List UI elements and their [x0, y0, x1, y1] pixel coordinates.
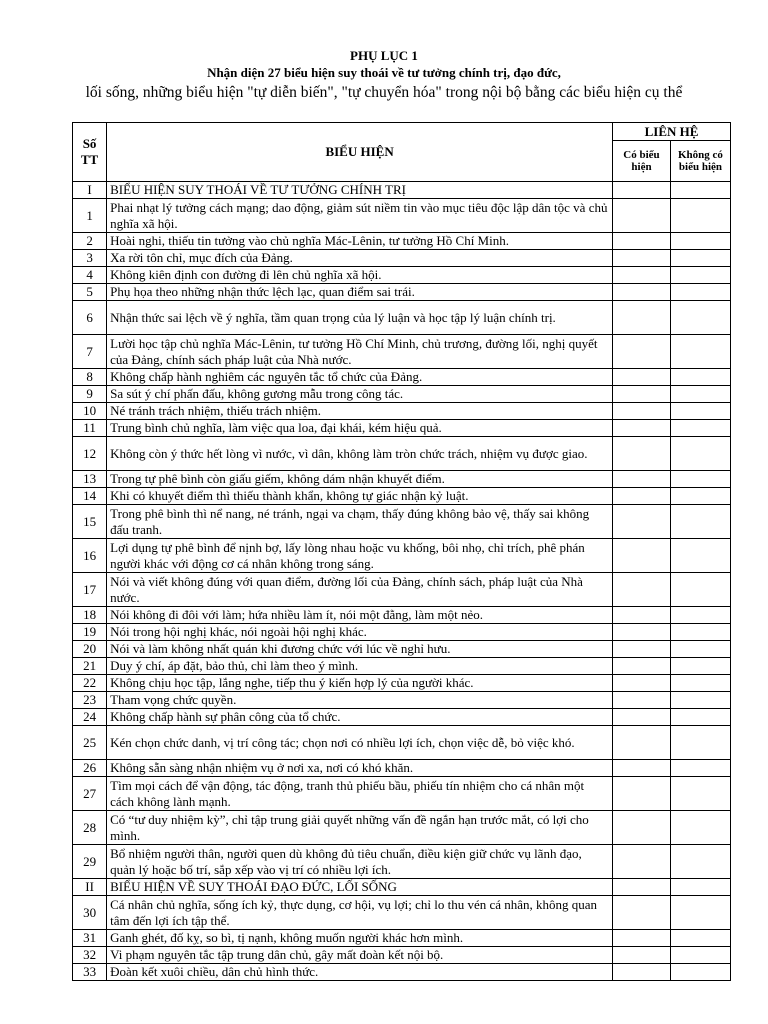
has-manifestation-cell[interactable]: [613, 607, 671, 624]
has-manifestation-cell[interactable]: [613, 335, 671, 369]
table-row: [73, 964, 731, 981]
no-manifestation-cell[interactable]: [670, 301, 730, 335]
has-manifestation-cell[interactable]: [613, 250, 671, 267]
table-row: [73, 250, 731, 267]
row-description: Lợi dụng tự phê bình để nịnh bợ, lấy lòng nhau hoặc vu khống, bôi nhọ, chỉ trích, phê phán người khác với động cơ cá nhân không trong sáng.: [107, 539, 613, 573]
row-description: Trong phê bình thì nể nang, né tránh, ngại va chạm, thấy đúng không bảo vệ, thấy sai không đấu tranh.: [107, 505, 613, 539]
row-number: II: [73, 879, 107, 896]
no-manifestation-cell[interactable]: [670, 488, 730, 505]
appendix-title: PHỤ LỤC 1: [350, 48, 418, 63]
table-row: [73, 199, 731, 233]
row-description: Trong tự phê bình còn giấu giếm, không dám nhận khuyết điểm.: [107, 471, 613, 488]
row-description: Trung bình chủ nghĩa, làm việc qua loa, đại khái, kém hiệu quả.: [107, 420, 613, 437]
has-manifestation-cell[interactable]: [613, 199, 671, 233]
table-row: [73, 658, 731, 675]
has-manifestation-cell[interactable]: [613, 930, 671, 947]
no-manifestation-cell[interactable]: [670, 386, 730, 403]
table-row: [73, 505, 731, 539]
row-description: Duy ý chí, áp đặt, bảo thủ, chỉ làm theo ý mình.: [107, 658, 613, 675]
row-number: 28: [73, 811, 107, 845]
row-description: Tìm mọi cách để vận động, tác động, tranh thủ phiếu bầu, phiếu tín nhiệm cho cá nhân một cách không lành mạnh.: [107, 777, 613, 811]
has-manifestation-cell[interactable]: [613, 641, 671, 658]
row-description: Bổ nhiệm người thân, người quen dù không đủ tiêu chuẩn, điều kiện giữ chức vụ lãnh đạo, quản lý hoặc bố trí, sắp xếp vào vị trí có nhiều lợi ích.: [107, 845, 613, 879]
has-manifestation-cell[interactable]: [613, 284, 671, 301]
header-description: BIỂU HIỆN: [107, 123, 613, 182]
row-description: Xa rời tôn chỉ, mục đích của Đảng.: [107, 250, 613, 267]
has-manifestation-cell[interactable]: [613, 947, 671, 964]
table-row: [73, 692, 731, 709]
table-row: [73, 386, 731, 403]
no-manifestation-cell[interactable]: [670, 250, 730, 267]
row-number: 9: [73, 386, 107, 403]
table-row: [73, 726, 731, 760]
table-row: [73, 675, 731, 692]
no-manifestation-cell[interactable]: [670, 692, 730, 709]
table-row: [73, 777, 731, 811]
table-row: [73, 369, 731, 386]
table-body: [73, 182, 731, 981]
table-row: [73, 471, 731, 488]
table-row: [73, 879, 731, 896]
has-manifestation-cell[interactable]: [613, 845, 671, 879]
table-row: [73, 641, 731, 658]
row-number: 22: [73, 675, 107, 692]
table-row: [73, 284, 731, 301]
row-description: Hoài nghi, thiếu tin tưởng vào chủ nghĩa Mác-Lênin, tư tưởng Hồ Chí Minh.: [107, 233, 613, 250]
table-row: [73, 233, 731, 250]
row-description: Sa sút ý chí phấn đấu, không gương mẫu trong công tác.: [107, 386, 613, 403]
row-number: 30: [73, 896, 107, 930]
no-manifestation-cell[interactable]: [670, 641, 730, 658]
no-manifestation-cell[interactable]: [670, 573, 730, 607]
has-manifestation-cell[interactable]: [613, 964, 671, 981]
table-row: [73, 403, 731, 420]
table-row: [73, 182, 731, 199]
row-number: 24: [73, 709, 107, 726]
no-manifestation-cell[interactable]: [670, 845, 730, 879]
row-description: Không sẵn sàng nhận nhiệm vụ ở nơi xa, nơi có khó khăn.: [107, 760, 613, 777]
row-number: I: [73, 182, 107, 199]
no-manifestation-cell[interactable]: [670, 505, 730, 539]
no-manifestation-cell[interactable]: [670, 335, 730, 369]
row-number: 2: [73, 233, 107, 250]
has-manifestation-cell[interactable]: [613, 573, 671, 607]
no-manifestation-cell[interactable]: [670, 267, 730, 284]
has-manifestation-cell[interactable]: [613, 403, 671, 420]
no-manifestation-cell[interactable]: [670, 199, 730, 233]
no-manifestation-cell[interactable]: [670, 607, 730, 624]
row-number: 31: [73, 930, 107, 947]
row-description: Khi có khuyết điểm thì thiếu thành khẩn, không tự giác nhận kỷ luật.: [107, 488, 613, 505]
no-manifestation-cell[interactable]: [670, 777, 730, 811]
row-number: 32: [73, 947, 107, 964]
row-number: 27: [73, 777, 107, 811]
row-description: Không còn ý thức hết lòng vì nước, vì dân, không làm tròn chức trách, nhiệm vụ được giao.: [107, 437, 613, 471]
row-description: Không chấp hành nghiêm các nguyên tắc tổ chức của Đảng.: [107, 369, 613, 386]
row-description: BIỂU HIỆN VỀ SUY THOÁI ĐẠO ĐỨC, LỐI SỐNG: [107, 879, 613, 896]
row-number: 6: [73, 301, 107, 335]
row-description: Có “tư duy nhiệm kỳ”, chỉ tập trung giải quyết những vấn đề ngắn hạn trước mắt, có lợi cho mình.: [107, 811, 613, 845]
table-row: [73, 301, 731, 335]
row-description: Tham vọng chức quyền.: [107, 692, 613, 709]
row-number: 1: [73, 199, 107, 233]
no-manifestation-cell[interactable]: [670, 539, 730, 573]
no-manifestation-cell[interactable]: [670, 760, 730, 777]
header-stt: Số TT: [73, 123, 107, 182]
header-has-manifestation: Có biểu hiện: [613, 141, 671, 182]
has-manifestation-cell[interactable]: [613, 709, 671, 726]
has-manifestation-cell[interactable]: [613, 896, 671, 930]
has-manifestation-cell[interactable]: [613, 760, 671, 777]
has-manifestation-cell[interactable]: [613, 471, 671, 488]
row-number: 29: [73, 845, 107, 879]
row-description: Nhận thức sai lệch về ý nghĩa, tầm quan trọng của lý luận và học tập lý luận chính trị.: [107, 301, 613, 335]
header-no-manifestation: Không có biểu hiện: [670, 141, 730, 182]
header-link: LIÊN HỆ: [613, 123, 731, 141]
table-row: [73, 811, 731, 845]
appendix-subtitle-2: lối sống, những biểu hiện "tự diễn biến", "tự chuyển hóa" trong nội bộ bằng các biểu hiện cụ thể: [85, 84, 683, 101]
row-number: 19: [73, 624, 107, 641]
row-description: Nói và viết không đúng với quan điểm, đường lối của Đảng, chính sách, pháp luật của Nhà nước.: [107, 573, 613, 607]
row-description: Cá nhân chủ nghĩa, sống ích kỷ, thực dụng, cơ hội, vụ lợi; chỉ lo thu vén cá nhân, không quan tâm đến lợi ích tập thể.: [107, 896, 613, 930]
no-manifestation-cell[interactable]: [670, 709, 730, 726]
has-manifestation-cell[interactable]: [613, 879, 671, 896]
no-manifestation-cell[interactable]: [670, 811, 730, 845]
row-number: 15: [73, 505, 107, 539]
no-manifestation-cell[interactable]: [670, 471, 730, 488]
no-manifestation-cell[interactable]: [670, 947, 730, 964]
table-row: [73, 437, 731, 471]
no-manifestation-cell[interactable]: [670, 930, 730, 947]
row-description: Nói và làm không nhất quán khi đương chức với lúc về nghỉ hưu.: [107, 641, 613, 658]
no-manifestation-cell[interactable]: [670, 369, 730, 386]
no-manifestation-cell[interactable]: [670, 964, 730, 981]
row-description: Nói trong hội nghị khác, nói ngoài hội nghị khác.: [107, 624, 613, 641]
row-number: 7: [73, 335, 107, 369]
has-manifestation-cell[interactable]: [613, 182, 671, 199]
row-number: 25: [73, 726, 107, 760]
table-row: [73, 760, 731, 777]
row-number: 17: [73, 573, 107, 607]
table-row: [73, 709, 731, 726]
appendix-subtitle: Nhận diện 27 biểu hiện suy thoái về tư tưởng chính trị, đạo đức,: [207, 65, 561, 80]
row-description: Phai nhạt lý tưởng cách mạng; dao động, giảm sút niềm tin vào mục tiêu độc lập dân tộc và chủ nghĩa xã hội.: [107, 199, 613, 233]
has-manifestation-cell[interactable]: [613, 301, 671, 335]
no-manifestation-cell[interactable]: [670, 624, 730, 641]
no-manifestation-cell[interactable]: [670, 403, 730, 420]
row-number: 8: [73, 369, 107, 386]
has-manifestation-cell[interactable]: [613, 624, 671, 641]
no-manifestation-cell[interactable]: [670, 437, 730, 471]
no-manifestation-cell[interactable]: [670, 726, 730, 760]
has-manifestation-cell[interactable]: [613, 386, 671, 403]
row-number: 11: [73, 420, 107, 437]
row-description: Lười học tập chủ nghĩa Mác-Lênin, tư tưởng Hồ Chí Minh, chủ trương, đường lối, nghị quyết của Đảng, chính sách pháp luật của Nhà nước.: [107, 335, 613, 369]
table-row: [73, 896, 731, 930]
has-manifestation-cell[interactable]: [613, 726, 671, 760]
no-manifestation-cell[interactable]: [670, 658, 730, 675]
no-manifestation-cell[interactable]: [670, 182, 730, 199]
row-description: Không kiên định con đường đi lên chủ nghĩa xã hội.: [107, 267, 613, 284]
no-manifestation-cell[interactable]: [670, 284, 730, 301]
table-row: [73, 488, 731, 505]
no-manifestation-cell[interactable]: [670, 420, 730, 437]
row-number: 18: [73, 607, 107, 624]
table-row: [73, 267, 731, 284]
row-number: 5: [73, 284, 107, 301]
has-manifestation-cell[interactable]: [613, 539, 671, 573]
has-manifestation-cell[interactable]: [613, 437, 671, 471]
has-manifestation-cell[interactable]: [613, 777, 671, 811]
has-manifestation-cell[interactable]: [613, 369, 671, 386]
no-manifestation-cell[interactable]: [670, 879, 730, 896]
row-number: 4: [73, 267, 107, 284]
row-number: 26: [73, 760, 107, 777]
table-row: [73, 573, 731, 607]
row-number: 3: [73, 250, 107, 267]
table-row: [73, 607, 731, 624]
table-row: [73, 335, 731, 369]
row-number: 10: [73, 403, 107, 420]
row-description: Không chịu học tập, lắng nghe, tiếp thu ý kiến hợp lý của người khác.: [107, 675, 613, 692]
table-row: [73, 947, 731, 964]
row-description: Kén chọn chức danh, vị trí công tác; chọn nơi có nhiều lợi ích, chọn việc dễ, bỏ việc khó.: [107, 726, 613, 760]
no-manifestation-cell[interactable]: [670, 896, 730, 930]
has-manifestation-cell[interactable]: [613, 692, 671, 709]
row-description: Không chấp hành sự phân công của tổ chức.: [107, 709, 613, 726]
has-manifestation-cell[interactable]: [613, 658, 671, 675]
table-row: [73, 539, 731, 573]
row-description: Ganh ghét, đố kỵ, so bì, tị nạnh, không muốn người khác hơn mình.: [107, 930, 613, 947]
table-row: [73, 624, 731, 641]
row-number: 23: [73, 692, 107, 709]
table-row: [73, 845, 731, 879]
row-number: 20: [73, 641, 107, 658]
has-manifestation-cell[interactable]: [613, 420, 671, 437]
has-manifestation-cell[interactable]: [613, 811, 671, 845]
row-description: Né tránh trách nhiệm, thiếu trách nhiệm.: [107, 403, 613, 420]
row-description: Phụ họa theo những nhận thức lệch lạc, quan điểm sai trái.: [107, 284, 613, 301]
row-number: 33: [73, 964, 107, 981]
row-description: Vi phạm nguyên tắc tập trung dân chủ, gây mất đoàn kết nội bộ.: [107, 947, 613, 964]
row-number: 21: [73, 658, 107, 675]
table-row: [73, 420, 731, 437]
row-number: 16: [73, 539, 107, 573]
row-number: 12: [73, 437, 107, 471]
has-manifestation-cell[interactable]: [613, 675, 671, 692]
no-manifestation-cell[interactable]: [670, 675, 730, 692]
has-manifestation-cell[interactable]: [613, 488, 671, 505]
row-number: 13: [73, 471, 107, 488]
row-description: Nói không đi đôi với làm; hứa nhiều làm ít, nói một đằng, làm một nẻo.: [107, 607, 613, 624]
has-manifestation-cell[interactable]: [613, 267, 671, 284]
no-manifestation-cell[interactable]: [670, 233, 730, 250]
has-manifestation-cell[interactable]: [613, 233, 671, 250]
table-row: [73, 930, 731, 947]
row-description: Đoàn kết xuôi chiều, dân chủ hình thức.: [107, 964, 613, 981]
manifestations-table: [72, 122, 731, 981]
row-number: 14: [73, 488, 107, 505]
row-description: BIỂU HIỆN SUY THOÁI VỀ TƯ TƯỞNG CHÍNH TRỊ: [107, 182, 613, 199]
has-manifestation-cell[interactable]: [613, 505, 671, 539]
